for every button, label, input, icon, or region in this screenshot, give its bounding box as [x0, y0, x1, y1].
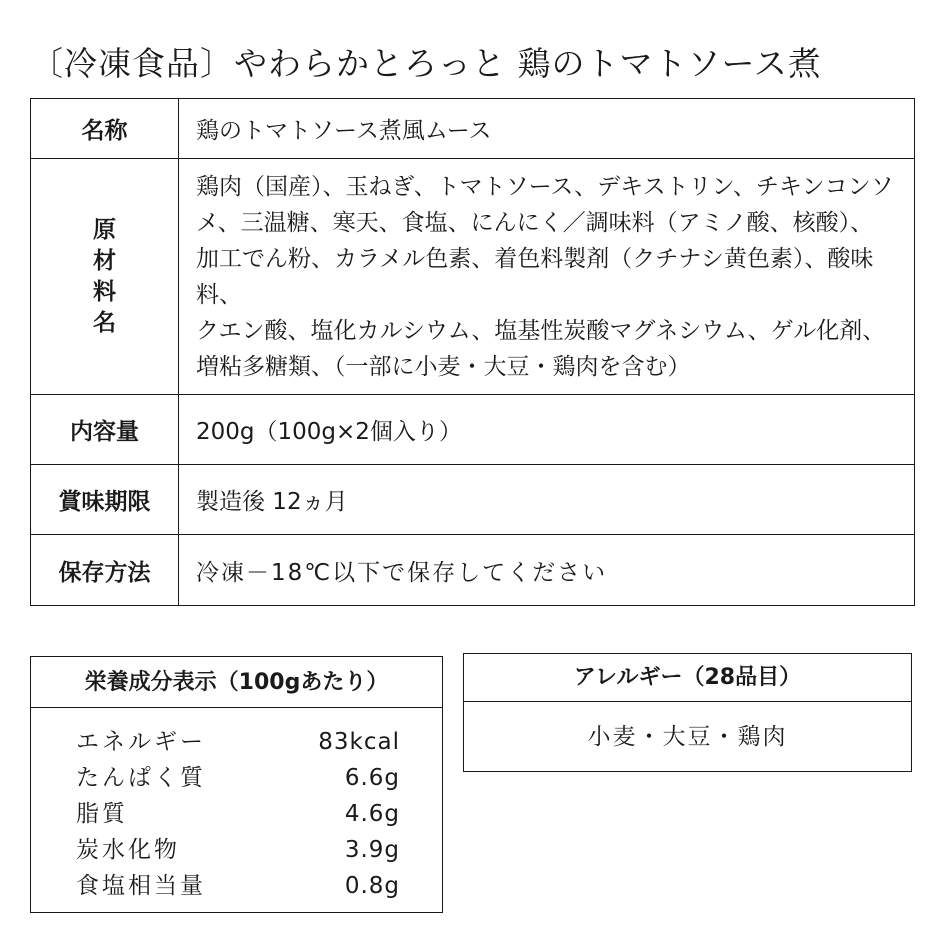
nutrition-box [30, 656, 443, 913]
name-row [31, 99, 915, 159]
name-label: 名称 [31, 99, 179, 159]
allergy-header: アレルギー（28品目） [464, 654, 911, 702]
ingredients-line: 鶏肉（国産）、玉ねぎ、トマトソース、デキストリン、チキンコンソ [196, 174, 894, 200]
nutrition-name: たんぱく質 [76, 765, 206, 791]
nutrition-name: 脂質 [76, 801, 128, 827]
nutrition-list [31, 708, 442, 904]
nutrition-value: 4.6g [344, 801, 400, 827]
storage-value: 冷凍－18℃以下で保存してください [179, 535, 915, 606]
expiry-label: 賞味期限 [31, 465, 179, 535]
ingredients-row [31, 159, 915, 395]
nutrition-row [76, 796, 400, 832]
content-label: 内容量 [31, 395, 179, 465]
ingredients-line: 増粘多糖類、（一部に小麦・大豆・鶏肉を含む） [196, 354, 691, 380]
nutrition-value: 6.6g [344, 765, 400, 791]
nutrition-row [76, 832, 400, 868]
page-title: 〔冷凍食品〕やわらかとろっと 鶏のトマトソース煮 [30, 44, 822, 83]
nutrition-row [76, 868, 400, 904]
nutrition-row [76, 724, 400, 760]
nutrition-row [76, 760, 400, 796]
nutrition-name: 食塩相当量 [76, 873, 206, 899]
nutrition-name: 炭水化物 [76, 837, 180, 863]
ingredients-label [31, 159, 179, 395]
ingredients-line: クエン酸、塩化カルシウム、塩基性炭酸マグネシウム、ゲル化剤、 [196, 318, 886, 344]
storage-row [31, 535, 915, 606]
content-row [31, 395, 915, 465]
ingredients-value [179, 159, 915, 395]
ingredients-line: メ、三温糖、寒天、食塩、にんにく／調味料（アミノ酸、核酸）、 [196, 210, 874, 236]
storage-label: 保存方法 [31, 535, 179, 606]
content-value: 200g（100g×2個入り） [179, 395, 915, 465]
allergy-box [463, 653, 912, 772]
nutrition-value: 83kcal [318, 729, 400, 755]
nutrition-name: エネルギー [76, 729, 206, 755]
ingredients-line: 加工でん粉、カラメル色素、着色料製剤（クチナシ黄色素）、酸味料、 [196, 246, 874, 308]
nutrition-value: 0.8g [344, 873, 400, 899]
expiry-row [31, 465, 915, 535]
expiry-value: 製造後 12ヵ月 [179, 465, 915, 535]
ingredients-label-char: 名 [93, 309, 116, 336]
ingredients-label-char: 原 [93, 216, 116, 243]
ingredients-label-char: 材 [93, 247, 116, 274]
allergy-value: 小麦・大豆・鶏肉 [587, 724, 788, 750]
ingredients-label-char: 料 [93, 278, 116, 305]
nutrition-header: 栄養成分表示（100gあたり） [31, 657, 442, 708]
nutrition-value: 3.9g [344, 837, 400, 863]
product-info-table [30, 98, 915, 606]
name-value: 鶏のトマトソース煮風ムース [179, 99, 915, 159]
